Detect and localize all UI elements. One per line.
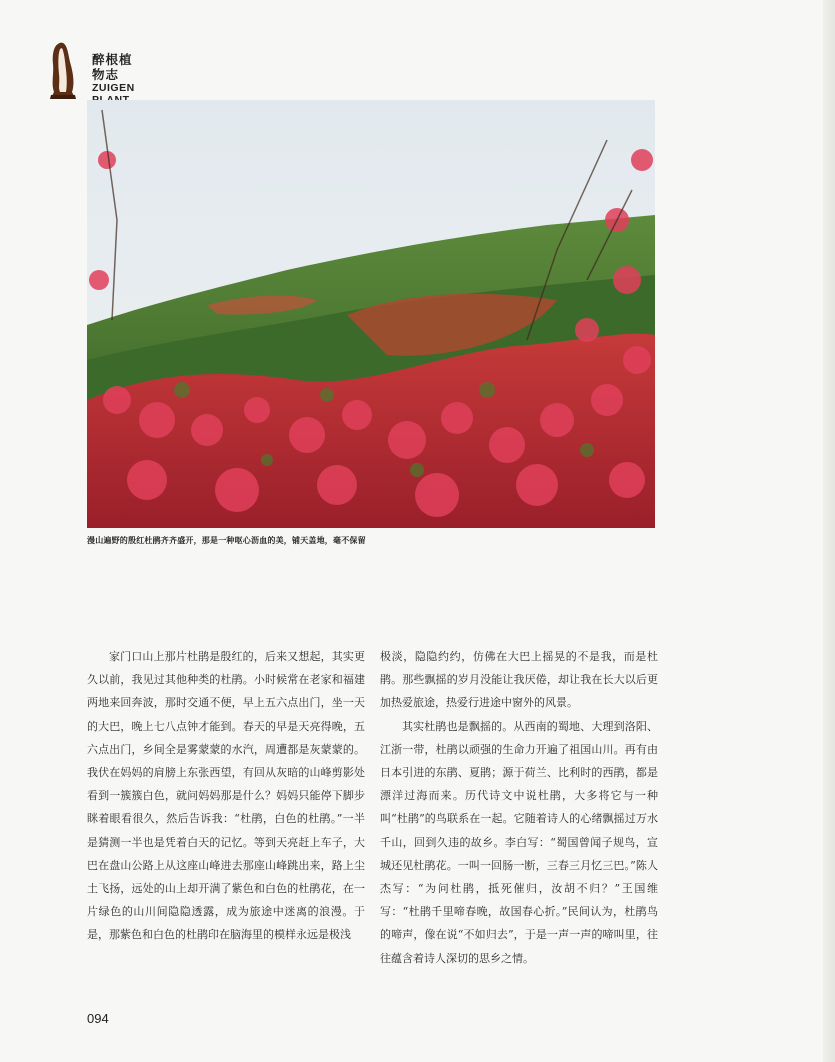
- magazine-title: 醉根植物志: [92, 52, 133, 82]
- page-number: 094: [87, 1011, 109, 1026]
- paragraph: 极淡，隐隐约约，仿佛在大巴上摇晃的不是我，而是杜鹃。那些飘摇的岁月没能让我厌倦，却让我在长大以后更加热爱旅途，热爱行进途中窗外的风景。: [380, 650, 658, 710]
- photo-caption: 漫山遍野的殷红杜鹃齐齐盛开，那是一种呕心沥血的美，铺天盖地，毫不保留: [87, 536, 366, 545]
- article-left-column: [87, 645, 365, 947]
- root-sculpture-logo-icon: [48, 40, 78, 100]
- magazine-subtitle: ZUIGEN: [92, 82, 135, 94]
- article-right-column: [380, 645, 658, 970]
- page-edge-shadow: [823, 0, 835, 1062]
- paragraph: 其实杜鹃也是飘摇的。从西南的蜀地、大理到洛阳、江浙一带，杜鹃以顽强的生命力开遍了祖国山川。再有由日本引进的东鹃、夏鹃；源于荷兰、比利时的西鹃，都是漂洋过海而来。历代诗文中说杜鹃，大多将它与一种叫“杜鹃”的鸟联系在一起。它随着诗人的心绪飘摇过万水千山，回到久违的故乡。李白写：“蜀国曾闻子规鸟，宣城还见杜鹃花。一叫一回肠一断，三春三月忆三巴。”陈人杰写：“为问杜鹃，抵死催归，汝胡不归？”王国维写：“杜鹃千里啼春晚，故国春心折。”民间认为，杜鹃鸟的啼声，像在说“不如归去”，于是一声一声的啼叫里，往往蕴含着诗人深切的思乡之情。: [380, 719, 658, 965]
- paragraph: 家门口山上那片杜鹃是殷红的，后来又想起，其实更久以前，我见过其他种类的杜鹃。小时候常在老家和福建两地来回奔波，那时交通不便，早上五六点出门，坐一天的大巴，晚上七八点钟才能到。春天的早是天亮得晚，五六点出门，乡间全是雾蒙蒙的水汽，周遭都是灰蒙蒙的。我伏在妈妈的肩膀上东张西望，有回从灰暗的山峰剪影处看到一簇簇白色，就问妈妈那是什么？妈妈只能停下脚步眯着眼看很久，然后告诉我：“杜鹃，白色的杜鹃。”一半是猜测一半也是凭着白天的记忆。等到天亮赶上车子，大巴在盘山公路上从这座山峰进去那座山峰跳出来，路上尘土飞扬，远处的山上却开满了紫色和白色的杜鹃花，在一片绿色的山川间隐隐透露，成为旅途中迷离的浪漫。于是，那紫色和白色的杜鹃印在脑海里的模样永远是极浅: [87, 650, 365, 942]
- azalea-hillside-photo: [87, 100, 655, 528]
- azalea-hillside-image: [87, 100, 655, 528]
